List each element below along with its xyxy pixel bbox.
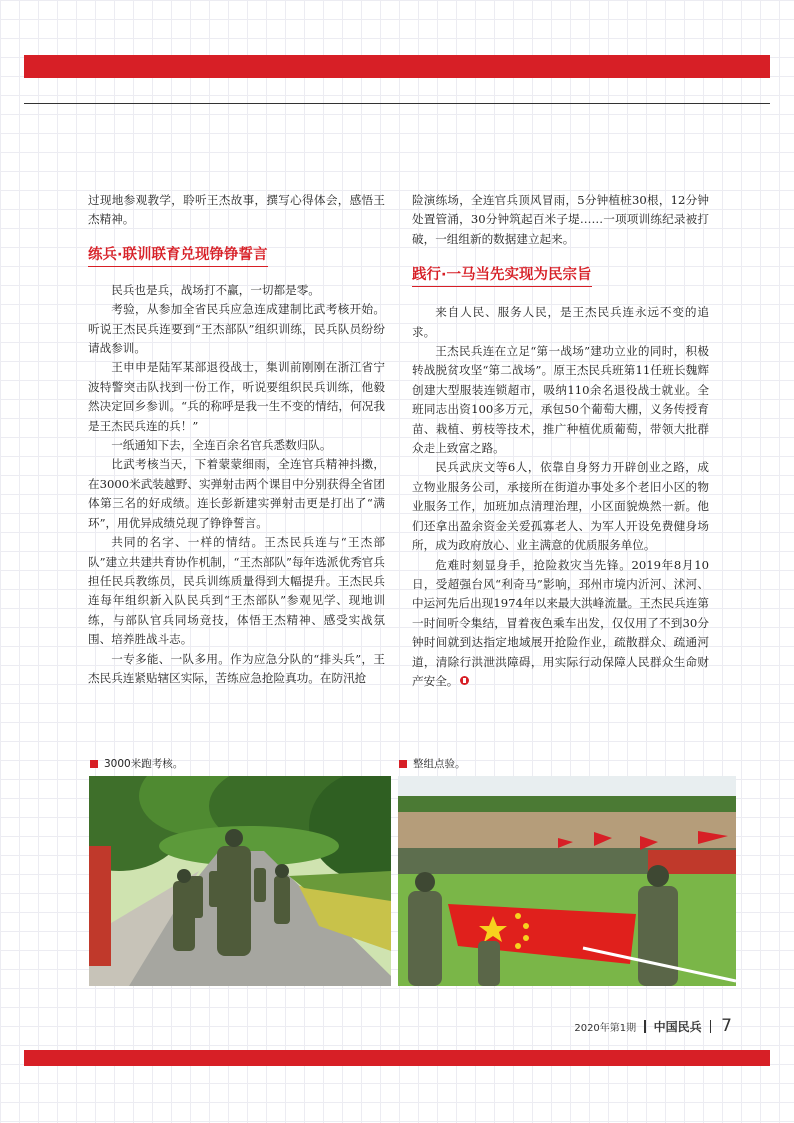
paragraph: 比武考核当天，下着蒙蒙细雨，全连官兵精神抖擞，在3000米武装越野、实弹射击两个课目中分别获得全省团体第三名的好成绩。连长彭新建实弹射击更是打出了“满环”，用优异成绩兑现了铮铮誓言。 [88,457,385,530]
paragraph: 来自人民、服务人民，是王杰民兵连永远不变的追求。 [412,305,709,339]
paragraph: 考验，从参加全省民兵应急连成建制比武考核开始。听说王杰民兵连要到“王杰部队”组织训练，民兵队员纷纷请战参训。 [88,302,385,356]
paragraph: 共同的名字、一样的情结。王杰民兵连与“王杰部队”建立共建共育协作机制，“王杰部队”每年选派优秀官兵担任民兵教练员，民兵训练质量得到大幅提升。王杰民兵连每年组织新入队民兵到“王杰部队”参观见学、现地训练，与部队官兵同场竞技，体悟王杰精神、感受实战氛围、培养胜战斗志。 [88,535,385,647]
caption-square-icon [399,760,407,768]
page-number: 7 [721,1016,732,1036]
section-heading-service: 践行·一马当先实现为民宗旨 [412,264,592,287]
photo-caption-right [399,756,466,771]
photo-running-illustration [89,776,391,986]
paragraph: 王申申是陆军某部退役战士，集训前刚刚在浙江省宁波特警突击队找到一份工作，听说要组织民兵训练，他毅然决定回乡参训。“兵的称呼是我一生不变的情结，何况我是王杰民兵连的兵！” [88,360,385,433]
issue-number: 2020年第1期 [574,1022,637,1034]
paragraph [412,556,709,692]
caption-text: 整组点验。 [413,758,466,770]
bottom-red-band [24,1050,770,1066]
paragraph: 王杰民兵连在立足“第一战场”建功立业的同时，积极转战脱贫攻坚“第二战场”。原王杰民兵班第11任班长魏辉创建大型服装连锁超市，吸纳110余名退役战士就业。全班同志出资100多万元，承包50个葡萄大棚，义务传授育苗、栽植、剪枝等技术，推广种植优质葡萄，带领大批群众走上致富之路。 [412,344,709,456]
top-red-band [24,55,770,78]
right-column [412,191,709,691]
article-end-icon [460,676,469,685]
paragraph: 险演练场，全连官兵顶风冒雨，5分钟植桩30根，12分钟处置管涌，30分钟筑起百米子堤……一项项训练纪录被打破，一组组新的数据建立起来。 [412,193,709,246]
caption-text: 3000米跑考核。 [104,758,184,770]
photo-inspection-illustration [398,776,736,986]
photo-running-test [89,776,391,986]
paragraph: 一纸通知下去，全连百余名官兵悉数归队。 [111,438,332,453]
paragraph: 一专多能、一队多用。作为应急分队的“排头兵”，王杰民兵连紧贴辖区实际，苦练应急抢险真功。在防汛抢 [88,651,385,685]
footer-divider [710,1020,712,1033]
caption-square-icon [90,760,98,768]
section-heading-training: 练兵·联训联育兑现铮铮誓言 [88,244,268,267]
left-column [88,191,385,688]
photo-inspection [398,776,736,986]
page-footer [574,1016,732,1036]
photo-caption-left [90,756,183,771]
paragraph-text: 危难时刻显身手，抢险救灾当先锋。2019年8月10日，受超强台风“利奇马”影响，邳州市境内沂河、沭河、中运河先后出现1974年以来最大洪峰流量。王杰民兵连第一时间听令集结，冒着夜色乘车出发，仅仅用了不到30分钟时间就到达指定地域展开抢险作业，疏散群众、疏通河道，清除行洪泄洪障碍，用实际行动保障人民群众生命财产安全。 [412,557,709,688]
magazine-name: 中国民兵 [653,1019,702,1034]
paragraph: 过现地参观教学，聆听王杰故事，撰写心得体会，感悟王杰精神。 [88,193,385,227]
paragraph: 民兵武庆文等6人，依靠自身努力开辟创业之路，成立物业服务公司，承接所在街道办事处多个老旧小区的物业服务工作，加班加点清理治理，小区面貌焕然一新。他们还拿出盈余资金关爱孤寡老人、为军人开设免费健身场所，成为政府放心、业主满意的优质服务单位。 [412,460,709,553]
footer-divider [644,1020,646,1033]
header-rule [24,103,770,104]
paragraph: 民兵也是兵，战场打不赢，一切都是零。 [111,282,320,297]
